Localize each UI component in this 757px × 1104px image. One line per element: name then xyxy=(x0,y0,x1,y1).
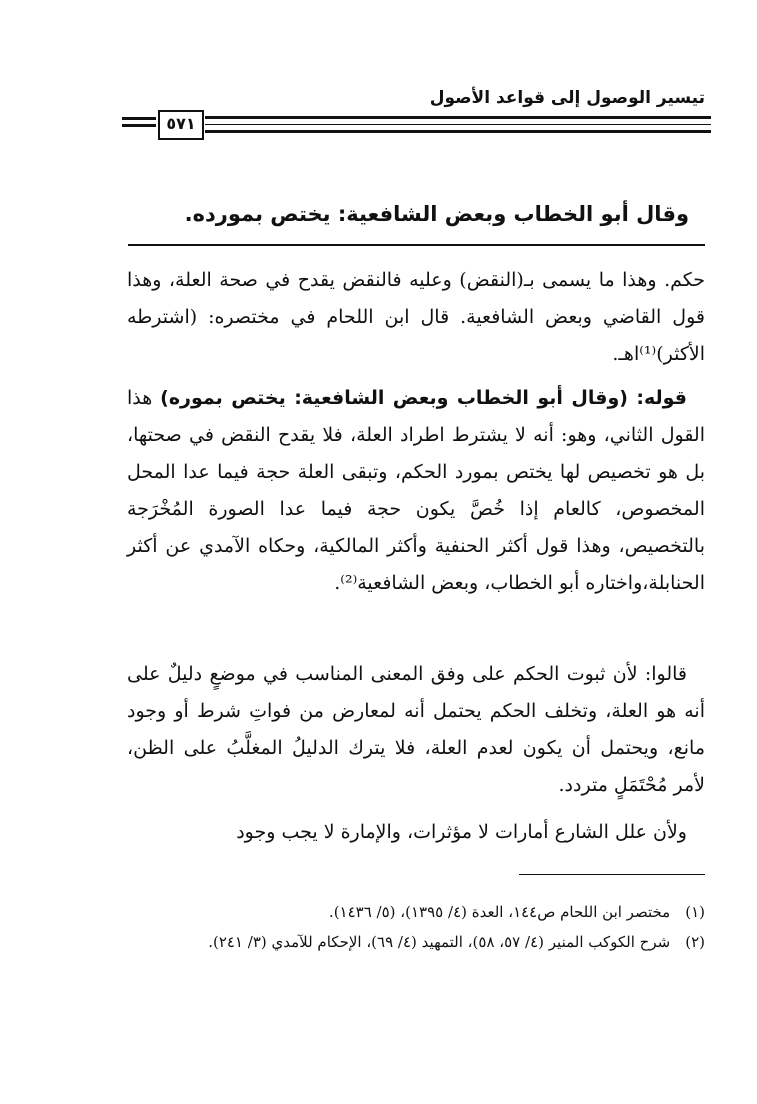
paragraph-text: قالوا: لأن ثبوت الحكم على وفق المعنى المناسب في موضعٍ دليلٌ على أنه هو العلة، وتخلف الحكم يحتمل أنه لمعارض من فواتِ شرط أو وجود مانع، ويحتمل أن يكون لعدم العلة، فلا يترك الدليلُ المغلَّبُ على الظن، لأمر مُحْتَمَلٍ متردد. xyxy=(127,663,705,796)
matn-separator xyxy=(128,244,705,246)
footnote-number: (٢) xyxy=(685,933,705,951)
paragraph xyxy=(127,262,705,373)
footnote xyxy=(105,898,705,926)
footnote-number: (١) xyxy=(685,903,705,921)
paragraph xyxy=(127,814,705,851)
paragraph-text: هذا القول الثاني، وهو: أنه لا يشترط اطراد العلة، فلا يقدح النقض في صحتها، بل هو تخصيص لها يختص بمورد الحكم، وتبقى العلة حجة فيما عدا المحل المخصوص، كالعام إذا خُصَّ يكون حجة فيما عدا الصورة المُخْرَجة بالتخصيص، وهذا قول أكثر الحنفية وأكثر المالكية، وحكاه الآمدي عن أكثر الحنابلة،واختاره أبو الخطاب، وبعض الشافعية⁽²⁾. xyxy=(127,387,705,594)
paragraph xyxy=(127,380,705,602)
header-rule xyxy=(205,130,711,133)
running-header-title: تيسير الوصول إلى قواعد الأصول xyxy=(429,88,705,108)
footnote xyxy=(105,928,705,956)
paragraph-text: حكم. وهذا ما يسمى بـ(النقض) وعليه فالنقض يقدح في صحة العلة، وهذا قول القاضي وبعض الشافعية. قال ابن اللحام في مختصره: (اشترطه الأكثر)⁽¹⁾اهـ. xyxy=(127,269,705,365)
page-number: ٥٧١ xyxy=(158,110,204,140)
paragraph xyxy=(127,656,705,804)
footnote-text: شرح الكوكب المنير (٤/ ٥٧، ٥٨)، التمهيد (٤/ ٦٩)، الإحكام للآمدي (٣/ ٢٤١). xyxy=(208,933,671,951)
header-rule xyxy=(205,124,711,125)
matn-text: وقال أبو الخطاب وبعض الشافعية: يختص بمورده. xyxy=(184,202,689,226)
page-number-ornament xyxy=(122,117,156,131)
footnote-separator xyxy=(519,874,705,875)
paragraph-text: ولأن علل الشارع أمارات لا مؤثرات، والإمارة لا يجب وجود xyxy=(236,821,687,843)
header-rule xyxy=(205,116,711,119)
commentary-lead: قوله: (وقال أبو الخطاب وبعض الشافعية: يختص بموره) xyxy=(160,387,687,409)
footnote-text: مختصر ابن اللحام ص١٤٤، العدة (٤/ ١٣٩٥)، (٥/ ١٤٣٦). xyxy=(328,903,671,921)
